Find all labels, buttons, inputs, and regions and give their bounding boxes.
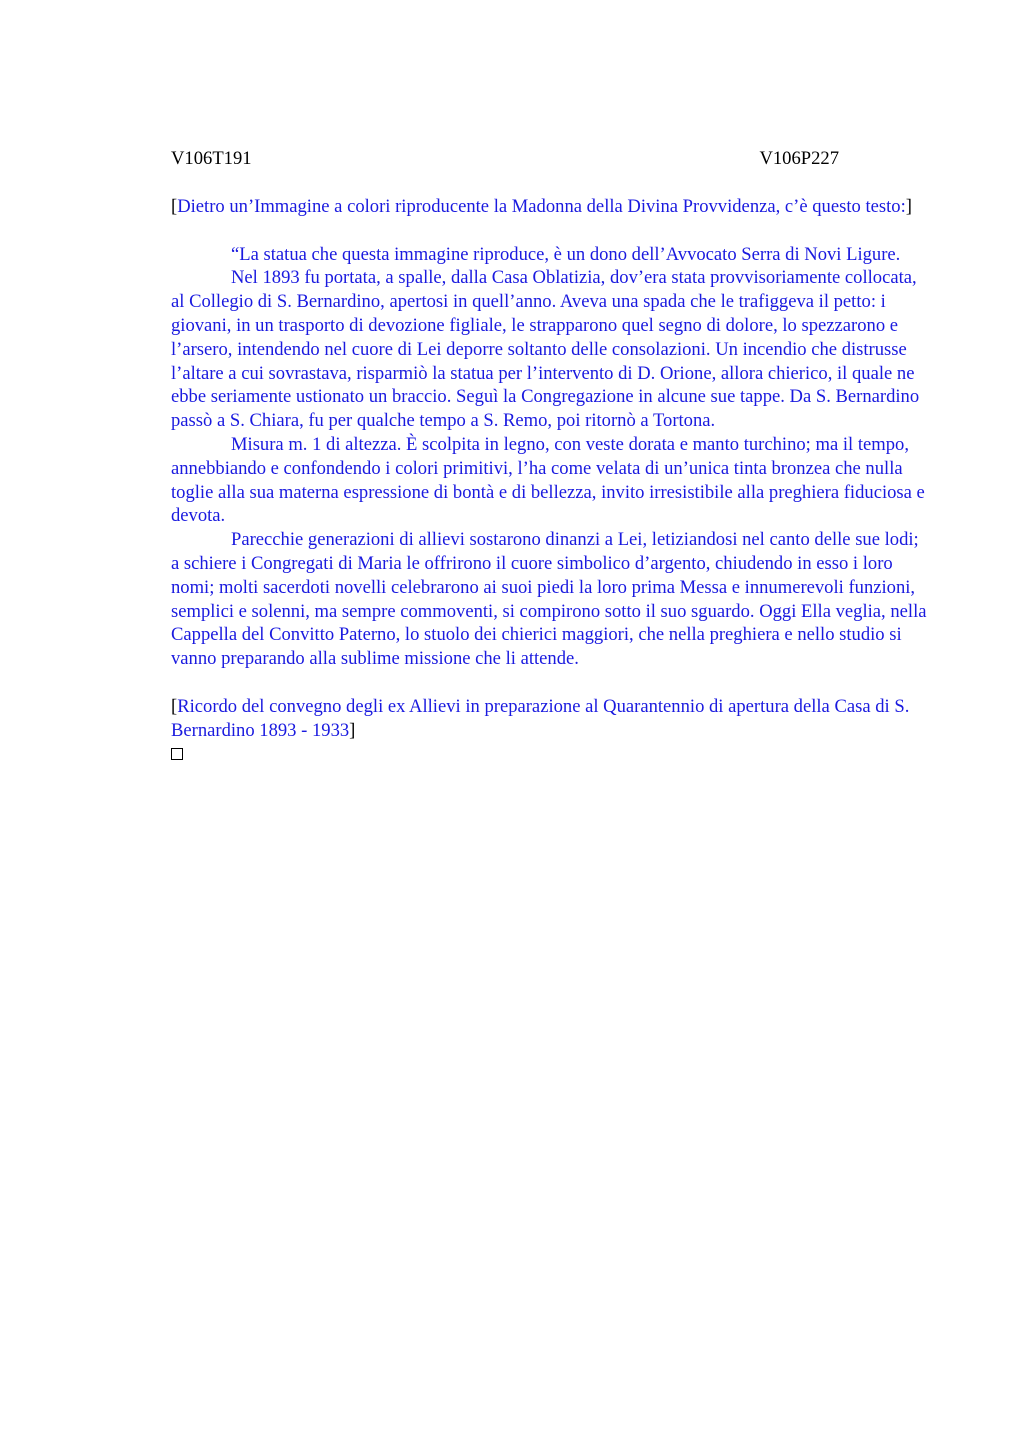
document-body [171, 195, 931, 767]
closing-close-bracket: ] [349, 719, 356, 741]
closing-open-bracket: [ [171, 695, 178, 717]
end-marker [171, 742, 931, 767]
closing-note-text: Ricordo del convegno degli ex Allievi in preparazione al Quarantennio di apertura della Casa di S. Bernardino 1893 - 1933 [171, 695, 910, 741]
spacer [171, 671, 931, 695]
intro-close-bracket: ] [905, 196, 912, 217]
closing-note [171, 695, 931, 743]
paragraph-1: “La statua che questa immagine riproduce, è un dono dell’Avvocato Serra di Novi Ligure. [231, 243, 901, 265]
paragraph-2: Nel 1893 fu portata, a spalle, dalla Casa Oblatizia, dov’era stata provvisoriamente collocata, al Collegio di S. Bernardino, apertosi in quell’anno. Aveva una spada che le trafiggeva il petto: i giovani, in un trasporto di devozione figliale, le strapparono quel segno di dolore, lo spezzarono e l’arsero, intendendo nel cuore di Lei deporre soltanto delle consolazioni. Un incendio che distrusse l’altare a cui sovrastava, risparmiò la statua per l’intervento di D. Orione, allora chierico, il quale ne ebbe seriamente ustionato un braccio. Seguì la Congregazione in alcune sue tappe. Da S. Bernardino passò a S. Chiara, fu per qualche tempo a S. Remo, poi ritornò a Tortona. [171, 267, 920, 432]
intro-note [171, 195, 931, 219]
page-header [171, 147, 839, 171]
document-code-left: V106T191 [171, 148, 252, 169]
paragraph-4: Parecchie generazioni di allievi sostarono dinanzi a Lei, letiziandosi nel canto delle sue lodi; a schiere i Congregati di Maria le offrirono il cuore simbolico d’argento, chiudendo in esso i loro nomi; molti sacerdoti novelli celebrarono ai suoi piedi la loro prima Messa e innumerevoli funzioni, semplici e solenni, ma sempre commoventi, si compirono sotto il suo sguardo. Oggi Ella veglia, nella Cappella del Convitto Paterno, lo stuolo dei chierici maggiori, che nella preghiera e nello studio si vanno preparando alla sublime missione che li attende. [171, 529, 927, 670]
intro-open-bracket: [ [171, 196, 178, 217]
spacer [171, 219, 931, 243]
paragraph-3: Misura m. 1 di altezza. È scolpita in legno, con veste dorata e manto turchino; ma il tempo, annebbiando e confondendo i colori primitivi, l’ha come velata di un’unica tinta bronzea che nulla toglie alla sua materna espressione di bontà e di bellezza, invito irresistibile alla preghiera fiduciosa e devota. [171, 433, 925, 527]
empty-square-icon [171, 748, 183, 760]
intro-note-text: Dietro un’Immagine a colori riproducente la Madonna della Divina Provvidenza, c’è questo testo: [177, 196, 906, 217]
document-code-right: V106P227 [759, 148, 839, 169]
